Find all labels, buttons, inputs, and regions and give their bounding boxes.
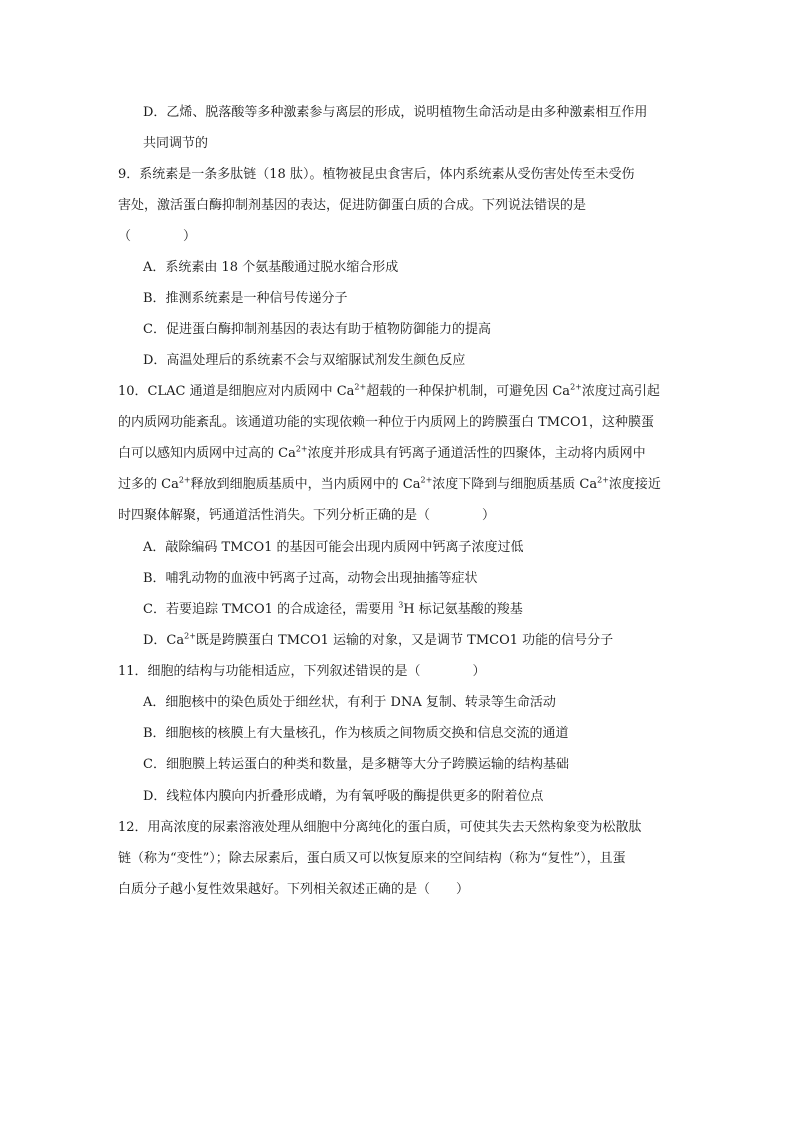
prev-option-d-line2: 共同调节的 [143,136,209,151]
q10-option-a: A．敲除编码 TMCO1 的基因可能会出现内质网中钙离子浓度过低 [143,540,524,555]
q9-option-d: D．高温处理后的系统素不会与双缩脲试剂发生颜色反应 [143,353,466,368]
q11-option-d: D．线粒体内膜向内折叠形成嵴，为有氧呼吸的酶提供更多的附着位点 [143,789,544,804]
q10-stem-line4: 过多的 $Ca^{2+}$释放到细胞质基质中，当内质网中的 $Ca^{2+}$浓度下降到与细胞质基质 $Ca^{2+}$浓度接近 [118,475,661,492]
q10-stem-line2: 的内质网功能紊乱。该通道功能的实现依赖一种位于内质网上的跨膜蛋白 TMCO1，这种膜蛋 [118,415,654,430]
q9-option-c: C．促进蛋白酶抑制剂基因的表达有助于植物防御能力的提高 [143,322,491,337]
q11-option-c: C．细胞膜上转运蛋白的种类和数量，是多糖等大分子跨膜运输的结构基础 [143,757,569,772]
q12-stem-line1: 12．用高浓度的尿素溶液处理从细胞中分离纯化的蛋白质，可使其失去天然构象变为松散肽 [118,820,642,835]
q10-stem-line3: 白可以感知内质网中过高的 $Ca^{2+}$浓度并形成具有钙离子通道活性的四聚体，主动将内质网中 [118,444,646,461]
q10-option-d: D．$Ca^{2+}$既是跨膜蛋白 TMCO1 运输的对象，又是调节 TMCO1 功能的信号分子 [143,631,614,648]
q12-stem-line3: 白质分子越小复性效果越好。下列相关叙述正确的是（ ） [118,882,470,897]
prev-option-d-line1: D．乙烯、脱落酸等多种激素参与离层的形成，说明植物生命活动是由多种激素相互作用 [143,105,648,120]
q12-stem-line2: 链（称为“变性”）；除去尿素后，蛋白质又可以恢复原来的空间结构（称为“复性”），且蛋 [118,851,626,866]
q10-stem-line1: 10．CLAC 通道是细胞应对内质网中 $Ca^{2+}$超载的一种保护机制，可避免因 $Ca^{2+}$浓度过高引起 [118,382,660,399]
q9-option-b: B．推测系统素是一种信号传递分子 [143,291,348,306]
q10-option-b: B．哺乳动物的血液中钙离子过高，动物会出现抽搐等症状 [143,571,478,586]
q9-option-a: A．系统素由 18 个氨基酸通过脱水缩合形成 [143,260,399,275]
q11-stem: 11．细胞的结构与功能相适应，下列叙述错误的是（ ） [118,664,486,679]
q9-answer-blank: （ ） [118,229,197,244]
q9-stem-line2: 害处，激活蛋白酶抑制剂基因的表达，促进防御蛋白质的合成。下列说法错误的是 [118,198,587,213]
q10-stem-line5: 时四聚体解聚，钙通道活性消失。下列分析正确的是（ ） [118,508,496,523]
q9-stem-line1: 9．系统素是一条多肽链（18 肽）。植物被昆虫食害后，体内系统素从受伤害处传至未受伤 [118,167,635,182]
q11-option-b: B．细胞核的核膜上有大量核孔，作为核质之间物质交换和信息交流的通道 [143,726,569,741]
q10-option-c: C．若要追踪 TMCO1 的合成途径，需要用 $^3$H 标记氨基酸的羧基 [143,600,523,617]
q11-option-a: A．细胞核中的染色质处于细丝状，有利于 DNA 复制、转录等生命活动 [143,695,556,710]
